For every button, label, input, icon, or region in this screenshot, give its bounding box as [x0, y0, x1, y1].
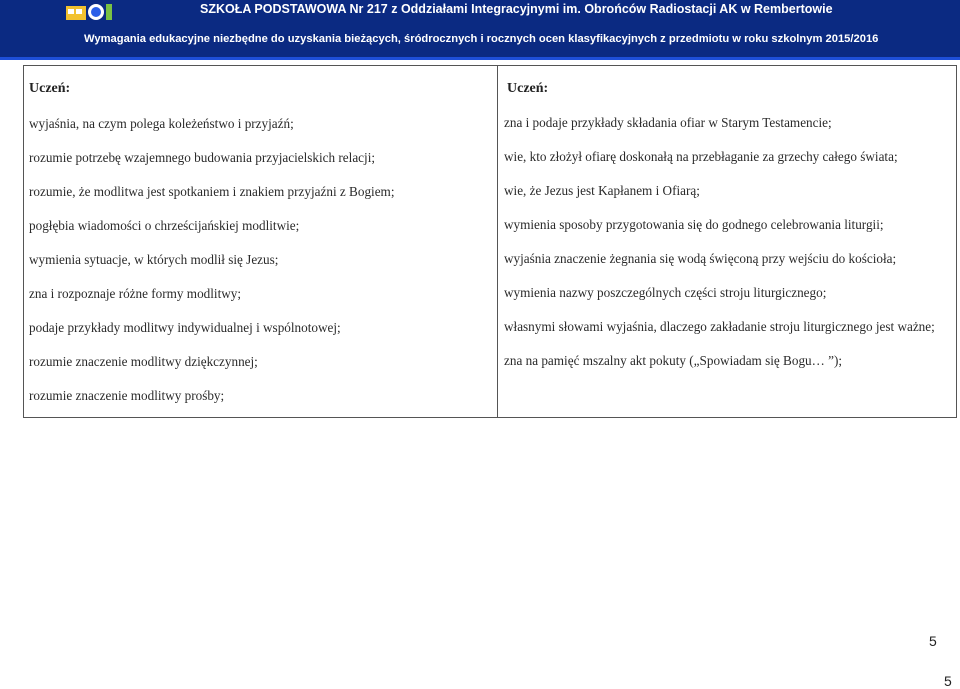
list-item: rozumie znaczenie modlitwy prośby; — [29, 388, 225, 403]
right-requirements-list — [504, 115, 954, 387]
viewer-page-number: 5 — [944, 673, 952, 689]
list-item: zna i rozpoznaje różne formy modlitwy; — [29, 286, 242, 301]
right-column — [498, 66, 956, 417]
list-item: wymienia sposoby przygotowania się do godnego celebrowania liturgii; — [504, 217, 884, 232]
list-item: zna na pamięć mszalny akt pokuty („Spowiadam się Bogu… ”); — [504, 353, 843, 368]
left-requirements-list — [29, 116, 489, 422]
list-item: podaje przykłady modlitwy indywidualnej i wspólnotowej; — [29, 320, 341, 335]
list-item: wyjaśnia znaczenie żegnania się wodą święconą przy wejściu do kościoła; — [504, 251, 897, 266]
header-band — [0, 0, 960, 58]
requirements-table — [23, 65, 957, 418]
list-item: rozumie, że modlitwa jest spotkaniem i znakiem przyjaźni z Bogiem; — [29, 184, 395, 199]
list-item: wymienia nazwy poszczególnych części stroju liturgicznego; — [504, 285, 827, 300]
right-column-heading: Uczeń: — [507, 81, 549, 96]
document-subtitle: Wymagania edukacyjne niezbędne do uzyskania bieżących, śródrocznych i rocznych ocen klasyfikacyjnych z przedmiotu w roku szkolnym 2015/2016 — [84, 33, 879, 45]
page-number: 5 — [929, 633, 937, 649]
list-item: własnymi słowami wyjaśnia, dlaczego zakładanie stroju liturgicznego jest ważne; — [504, 319, 935, 334]
list-item: wyjaśnia, na czym polega koleżeństwo i przyjaźń; — [29, 116, 294, 131]
header-divider — [0, 57, 960, 60]
list-item: rozumie potrzebę wzajemnego budowania przyjacielskich relacji; — [29, 150, 376, 165]
list-item: wie, kto złożył ofiarę doskonałą na przebłaganie za grzechy całego świata; — [504, 149, 898, 164]
left-column — [24, 66, 498, 417]
list-item: wie, że Jezus jest Kapłanem i Ofiarą; — [504, 183, 700, 198]
list-item: pogłębia wiadomości o chrześcijańskiej modlitwie; — [29, 218, 300, 233]
school-name: SZKOŁA PODSTAWOWA Nr 217 z Oddziałami Integracyjnymi im. Obrońców Radiostacji AK w Rembertowie — [200, 2, 833, 16]
list-item: rozumie znaczenie modlitwy dziękczynnej; — [29, 354, 258, 369]
list-item: zna i podaje przykłady składania ofiar w Starym Testamencie; — [504, 115, 832, 130]
left-column-heading: Uczeń: — [29, 81, 71, 96]
list-item: wymienia sytuacje, w których modlił się Jezus; — [29, 252, 279, 267]
school-logo-icon — [62, 0, 114, 22]
